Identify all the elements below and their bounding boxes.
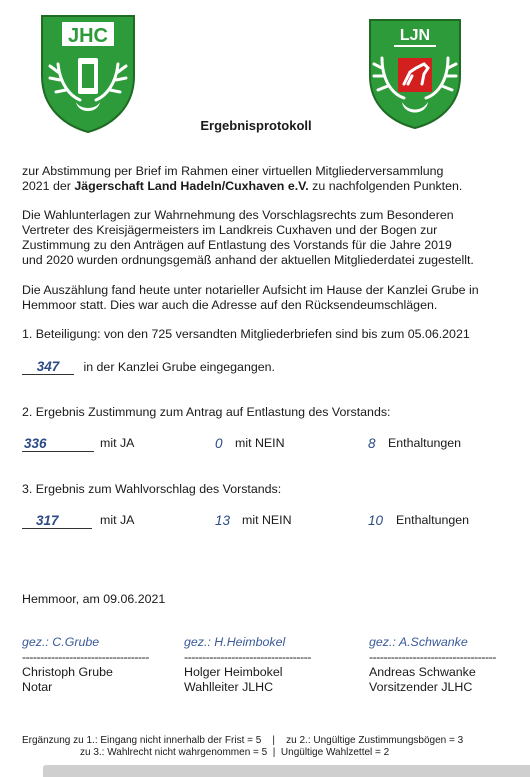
wahl-enthaltung-label: Enthaltungen [396, 513, 470, 527]
entlastung-nein-count: 0 [215, 436, 223, 451]
entlastung-enthaltung-count: 8 [368, 436, 376, 451]
paragraph-line: Zustimmung zu den Anträgen auf Entlastung des Vorstands für die Jahre 2019 [22, 238, 452, 252]
wahl-ja-label: mit JA [100, 513, 135, 527]
wahl-enthaltung-count: 10 [368, 513, 384, 528]
place-date: Hemmoor, am 09.06.2021 [22, 592, 166, 606]
signature-line: ----------------------------------- [369, 650, 496, 664]
footnote-line-2: zu 3.: Wahlrecht nicht wahrgenommen = 5 | Ungültige Wahlzettel = 2 [80, 747, 390, 758]
footnote-line-1: Ergänzung zu 1.: Eingang nicht innerhalb der Frist = 5 | zu 2.: Ungültige Zustimmungsbögen = 3 [22, 735, 464, 746]
signer-role: Wahlleiter JLHC [184, 680, 274, 694]
signature-line: ----------------------------------- [22, 650, 149, 664]
signature: gez.: A.Schwanke [369, 635, 468, 649]
paragraph-line: und 2020 wurden ordnungsgemäß anhand der aktuellen Mitgliederdatei zugestellt. [22, 253, 474, 267]
ljn-logo [368, 18, 462, 130]
section-2-results [22, 436, 502, 454]
received-count: 347 [22, 359, 74, 375]
section-3-results [22, 513, 502, 531]
signer-role: Vorsitzender JLHC [369, 680, 473, 694]
intro-line-2 [22, 179, 512, 194]
intro-line-2-pre: 2021 der [22, 179, 75, 193]
received-suffix: in der Kanzlei Grube eingegangen. [83, 360, 275, 374]
section-3-heading: 3. Ergebnis zum Wahlvorschlag des Vorstands: [22, 482, 282, 496]
signature: gez.: C.Grube [22, 635, 100, 649]
signature-block [22, 635, 172, 695]
paragraph-line: Die Auszählung fand heute unter notarieller Aufsicht im Hause der Kanzlei Grube in [22, 283, 479, 297]
section-2-heading: 2. Ergebnis Zustimmung zum Antrag auf Entlastung des Vorstands: [22, 405, 391, 419]
signature-line: ----------------------------------- [184, 650, 311, 664]
signer-name: Holger Heimbokel [184, 665, 283, 679]
entlastung-ja-count: 336 [22, 436, 94, 452]
wahl-nein-count: 13 [215, 513, 231, 528]
association-name: Jägerschaft Land Hadeln/Cuxhaven e.V. [74, 179, 309, 193]
ljn-logo-text: LJN [399, 27, 431, 44]
entlastung-ja-label: mit JA [100, 436, 135, 450]
entlastung-enthaltung-label: Enthaltungen [388, 436, 462, 450]
paragraph-line: Vertreter des Kreisjägermeisters im Landkreis Cuxhaven und der Bogen zur [22, 223, 438, 237]
signer-name: Christoph Grube [22, 665, 113, 679]
signer-name: Andreas Schwanke [369, 665, 476, 679]
horizontal-scrollbar[interactable] [43, 765, 530, 777]
intro-line-2-post: zu nachfolgenden Punkten. [308, 179, 463, 193]
signature-block [369, 635, 519, 695]
entlastung-nein-label: mit NEIN [235, 436, 285, 450]
signer-role: Notar [22, 680, 53, 694]
jhc-logo-text: JHC [67, 25, 109, 47]
ljn-shield-icon [368, 18, 462, 130]
footnote [22, 735, 522, 759]
document-title: Ergebnisprotokoll [200, 118, 312, 133]
signature: gez.: H.Heimbokel [184, 635, 286, 649]
wahl-nein-label: mit NEIN [242, 513, 292, 527]
delivery-paragraph [22, 208, 512, 268]
jhc-shield-icon [40, 14, 136, 134]
wahl-ja-count: 317 [22, 513, 92, 529]
section-1-result [22, 359, 275, 375]
intro-paragraph [22, 164, 512, 194]
jhc-logo [40, 14, 136, 134]
signature-block [184, 635, 334, 695]
intro-line-1: zur Abstimmung per Brief im Rahmen einer virtuellen Mitgliederversammlung [22, 164, 444, 178]
paragraph-line: Hemmoor statt. Dies war auch die Adresse auf den Rücksendeumschlägen. [22, 298, 438, 312]
paragraph-line: Die Wahlunterlagen zur Wahrnehmung des Vorschlagsrechts zum Besonderen [22, 208, 454, 222]
count-paragraph [22, 283, 512, 313]
section-1-text: 1. Beteiligung: von den 725 versandten Mitgliederbriefen sind bis zum 05.06.2021 [22, 327, 470, 341]
